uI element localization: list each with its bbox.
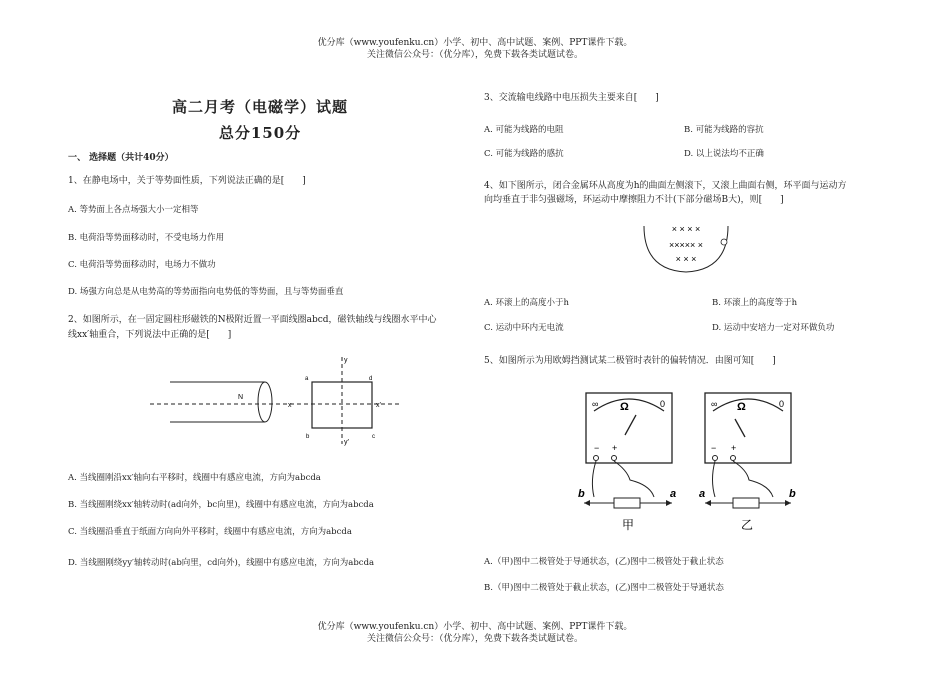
meter2-caption: 乙	[741, 518, 754, 532]
section-heading: 一、 选择题（共计40分）	[68, 153, 174, 163]
q3-option-a: A. 可能为线路的电阻	[484, 125, 564, 135]
q5-option-b: B.（甲)图中二极管处于截止状态，(乙)图中二极管处于导通状态	[484, 583, 724, 593]
q2-magnet-coil-figure	[140, 352, 400, 447]
page-footer-line1: 优分库（www.youfenku.cn）小学、初中、高中试题、案例、PPT课件下载。	[317, 622, 633, 632]
q1-option-a: A. 等势面上各点场强大小一定相等	[68, 205, 199, 215]
corner-d: d	[369, 376, 373, 382]
q3-option-d: D. 以上说法均不正确	[684, 149, 764, 159]
q5-option-a: A.（甲)图中二极管处于导通状态，(乙)图中二极管处于截止状态	[484, 557, 724, 567]
page-header-line2: 关注微信公众号：（优分库），免费下载各类试题试卷。	[366, 50, 583, 60]
corner-b: b	[306, 434, 310, 440]
meter1-inf-label: ∞	[592, 399, 599, 409]
q3-stem: 3、交流输电线路中电压损失主要来自[ ]	[484, 93, 659, 103]
meter1-minus-label: −	[594, 443, 600, 453]
q2-option-b: B. 当线圈刚绕xx′轴转动时(ad向外，bc向里)，线圈中有感应电流，方向为abcda	[68, 500, 374, 510]
exam-total-score: 总分150分	[218, 124, 302, 142]
exam-title: 高二月考（电磁学）试题	[171, 98, 348, 116]
q2-stem-line2: 线xx′轴重合，下列说法中正确的是[ ]	[68, 330, 232, 340]
axis-x-prime-label: x′	[376, 402, 381, 409]
magnet-n-label: N	[238, 394, 244, 401]
meter1-plus-label: +	[612, 443, 618, 453]
q1-option-c: C. 电荷沿等势面移动时，电场力不做功	[68, 260, 216, 270]
metal-ring-icon	[721, 239, 727, 245]
q3-option-c: C. 可能为线路的感抗	[484, 149, 564, 159]
q1-option-b: B. 电荷沿等势面移动时，不受电场力作用	[68, 233, 225, 243]
meter1-caption: 甲	[622, 518, 635, 532]
field-row-3: × × ×	[675, 254, 697, 264]
axis-x-label: x	[288, 402, 292, 409]
q5-stem: 5、如图所示为用欧姆挡测试某二极管时表针的偏转情况．由图可知[ ]	[484, 356, 776, 366]
q2-stem-line1: 2、如图所示，在一固定圆柱形磁铁的N极附近置一平面线圈abcd，磁铁轴线与线圈水平中心	[68, 315, 437, 325]
corner-c: c	[372, 434, 375, 440]
meter1-left-terminal: b	[578, 488, 585, 500]
q2-option-a: A. 当线圈刚沿xx′轴向右平移时，线圈中有感应电流，方向为abcda	[68, 473, 321, 483]
meter2-inf-label: ∞	[711, 399, 718, 409]
page-footer-line2: 关注微信公众号：（优分库），免费下载各类试题试卷。	[366, 634, 583, 644]
meter1-right-terminal: a	[670, 488, 677, 500]
meter2-plus-label: +	[731, 443, 737, 453]
q3-option-b: B. 可能为线路的容抗	[684, 125, 764, 135]
field-row-1: × × × ×	[671, 224, 701, 234]
q4-option-a: A. 环滚上的高度小于h	[484, 298, 570, 308]
meter2-minus-label: −	[711, 443, 717, 453]
axis-y-label: y	[344, 357, 348, 364]
q4-stem-line1: 4、如下图所示，闭合金属环从高度为h的曲面左侧滚下，又滚上曲面右侧，环平面与运动方	[484, 181, 847, 191]
q5-meter-yi-figure	[695, 385, 810, 535]
field-row-2: ××××× ×	[668, 240, 704, 250]
meter1-omega-label: Ω	[620, 401, 629, 413]
q1-option-d: D. 场强方向总是从电势高的等势面指向电势低的等势面，且与等势面垂直	[68, 287, 344, 297]
page-header-line1: 优分库（www.youfenku.cn）小学、初中、高中试题、案例、PPT课件下载。	[317, 38, 633, 48]
meter2-omega-label: Ω	[737, 401, 746, 413]
q2-option-c: C. 当线圈沿垂直于纸面方向向外平移时，线圈中有感应电流，方向为abcda	[68, 527, 352, 537]
corner-a: a	[305, 376, 309, 382]
meter2-right-terminal: b	[789, 488, 796, 500]
axis-y-prime-label: y′	[344, 439, 349, 446]
meter1-zero-label: 0	[660, 399, 666, 409]
q1-stem: 1、在静电场中，关于等势面性质，下列说法正确的是[ ]	[68, 176, 306, 186]
q4-option-d: D. 运动中安培力一定对环做负功	[712, 323, 835, 333]
q2-option-d: D. 当线圈刚绕yy′轴转动时(ab向里，cd向外)，线圈中有感应电流，方向为abcda	[68, 558, 375, 568]
meter2-left-terminal: a	[699, 488, 706, 500]
q4-track-figure	[636, 218, 736, 276]
q5-meter-jia-figure	[572, 385, 687, 535]
meter2-zero-label: 0	[779, 399, 785, 409]
q4-option-b: B. 环滚上的高度等于h	[712, 298, 798, 308]
q4-stem-line2: 向均垂直于非匀强磁场，环运动中摩擦阻力不计(下部分磁场B大)，则[ ]	[484, 195, 784, 205]
q4-option-c: C. 运动中环内无电流	[484, 323, 564, 333]
